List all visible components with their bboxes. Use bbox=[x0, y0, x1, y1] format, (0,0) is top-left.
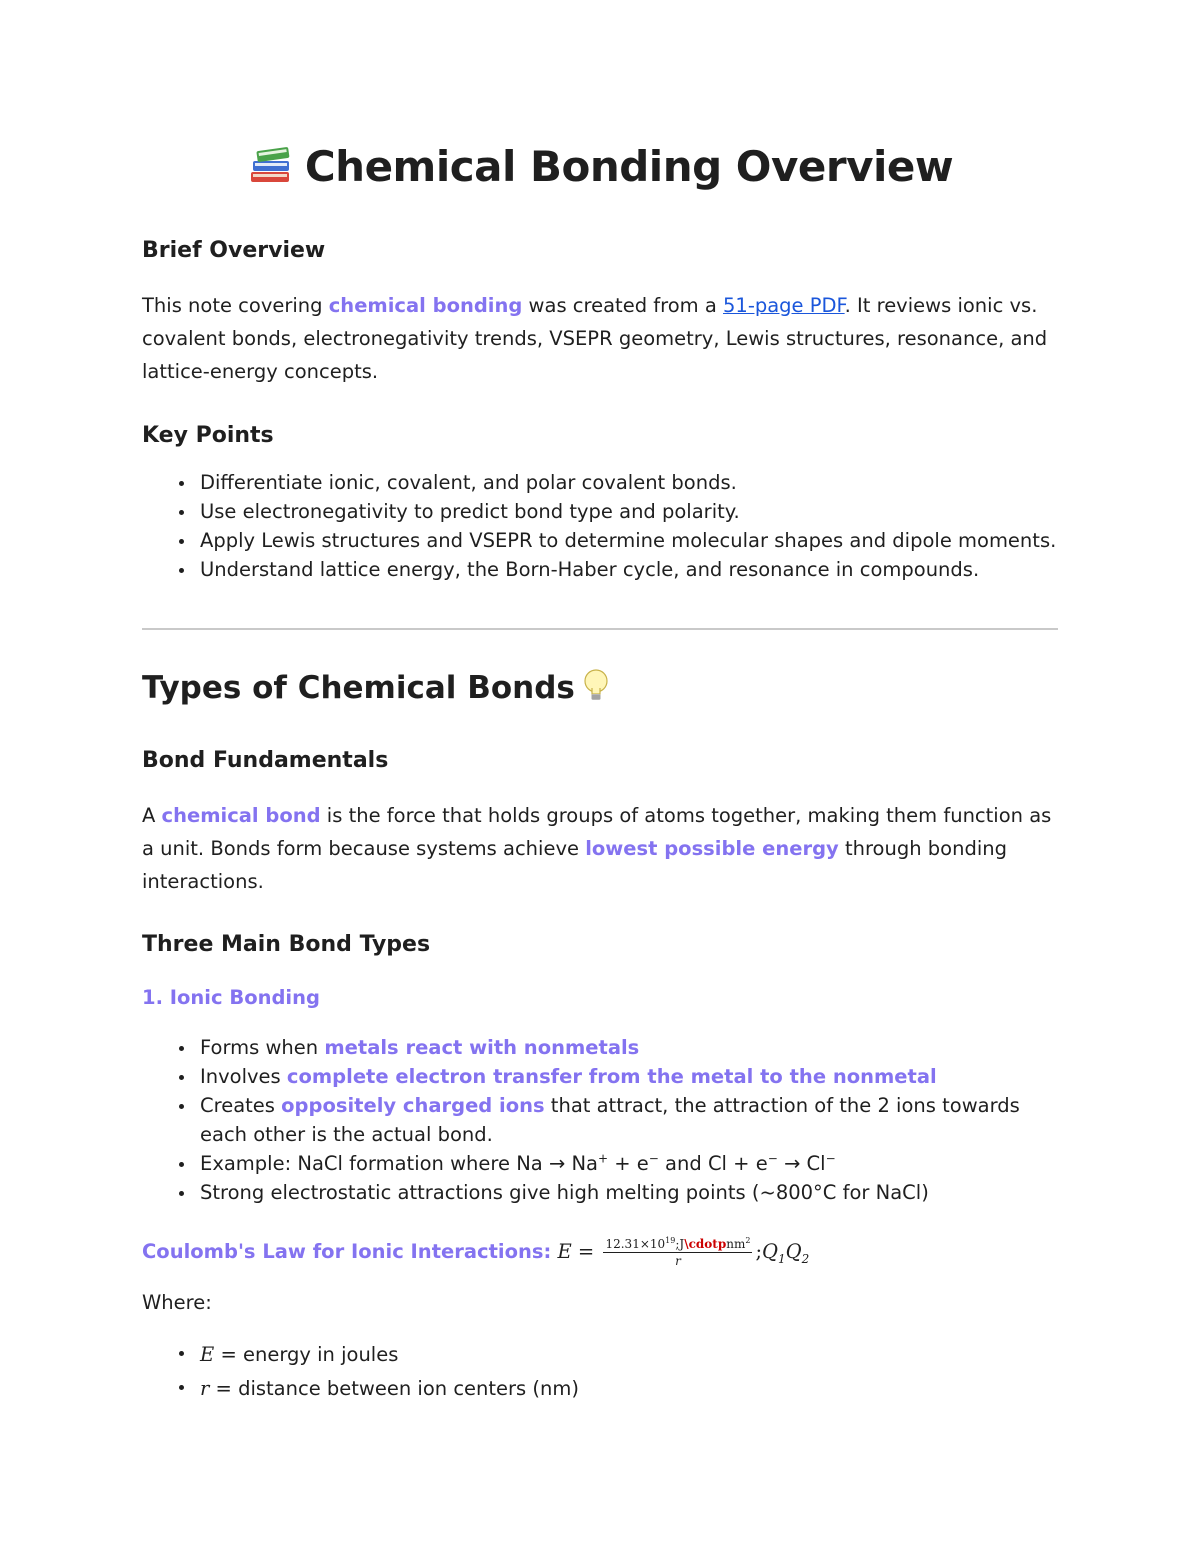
nacl-example-text: and Cl + e bbox=[658, 1152, 768, 1175]
bond-fundamentals-heading: Bond Fundamentals bbox=[142, 748, 389, 773]
bond-fundamentals-paragraph bbox=[142, 799, 1058, 898]
pdf-link[interactable]: 51-page PDF bbox=[723, 294, 845, 317]
brief-text-1: This note covering bbox=[142, 294, 329, 317]
exponent: 19 bbox=[665, 1236, 676, 1245]
list-item: Use electronegativity to predict bond type and polarity. bbox=[142, 497, 1058, 526]
equation-Q2: Q bbox=[785, 1240, 802, 1263]
three-bond-types-heading: Three Main Bond Types bbox=[142, 932, 431, 957]
key-points-list bbox=[142, 468, 1058, 584]
fund-text-3: through bonding interactions. bbox=[142, 837, 1007, 893]
brief-text-3: . It reviews ionic vs. covalent bonds, electronegativity trends, VSEPR geometry, Lewis structures, resonance, and lattice-energy concepts. bbox=[142, 294, 1048, 383]
types-heading bbox=[142, 668, 1058, 706]
list-item bbox=[142, 1062, 1058, 1091]
section-divider bbox=[142, 628, 1058, 630]
brief-text-2: was created from a bbox=[522, 294, 723, 317]
coulomb-law-label: Coulomb's Law for Ionic Interactions: bbox=[142, 1240, 552, 1263]
list-item: Strong electrostatic attractions give high melting points (~800°C for NaCl) bbox=[142, 1178, 1058, 1207]
coulomb-law-line bbox=[142, 1232, 1058, 1272]
lightbulb-icon bbox=[583, 668, 609, 704]
list-item bbox=[142, 1033, 1058, 1062]
highlight-chemical-bonding: chemical bonding bbox=[328, 294, 523, 317]
numerator-text: ;J bbox=[675, 1237, 685, 1251]
ionic-text: Forms when bbox=[200, 1036, 325, 1059]
symbol-r: r bbox=[200, 1377, 210, 1400]
brief-overview-paragraph bbox=[142, 289, 1058, 388]
highlight-chemical-bond: chemical bond bbox=[161, 804, 321, 827]
ionic-bonding-heading: 1. Ionic Bonding bbox=[142, 986, 320, 1009]
ionic-text: Involves bbox=[200, 1065, 287, 1088]
nacl-example-text: Example: NaCl formation where Na → Na bbox=[200, 1152, 598, 1175]
equation-E: E bbox=[557, 1240, 572, 1263]
page-title bbox=[142, 142, 1058, 191]
where-list bbox=[142, 1338, 1058, 1406]
fraction-numerator bbox=[603, 1236, 752, 1253]
list-item bbox=[142, 1091, 1058, 1149]
equation-equals: = bbox=[571, 1240, 601, 1263]
highlight-metals-nonmetals: metals react with nonmetals bbox=[324, 1036, 640, 1059]
list-item: Apply Lewis structures and VSEPR to determine molecular shapes and dipole moments. bbox=[142, 526, 1058, 555]
page-title-text: Chemical Bonding Overview bbox=[304, 142, 954, 191]
list-item bbox=[142, 1149, 1058, 1178]
symbol-E: E bbox=[200, 1343, 215, 1366]
equation-subscript: 2 bbox=[801, 1251, 810, 1266]
fund-text-1: A bbox=[142, 804, 162, 827]
list-item bbox=[142, 1372, 1058, 1406]
fund-text-2: is the force that holds groups of atoms together, making them function as a unit. Bonds form because systems achieve bbox=[142, 804, 1052, 860]
where-label: Where: bbox=[142, 1291, 212, 1314]
books-icon bbox=[247, 145, 293, 185]
equation-Q1: Q bbox=[762, 1240, 779, 1263]
brief-overview-heading: Brief Overview bbox=[142, 238, 326, 263]
nacl-example-text: → Cl bbox=[777, 1152, 826, 1175]
fraction-denominator: r bbox=[675, 1254, 681, 1268]
equation-semicolon: ; bbox=[755, 1240, 763, 1263]
charge-superscript: + bbox=[598, 1151, 609, 1166]
numerator-text: 12.31×10 bbox=[605, 1237, 666, 1251]
highlight-electron-transfer: complete electron transfer from the metal to the nonmetal bbox=[286, 1065, 937, 1088]
charge-superscript: − bbox=[648, 1151, 659, 1166]
coulomb-fraction bbox=[603, 1236, 752, 1269]
charge-superscript: − bbox=[767, 1151, 778, 1166]
list-item bbox=[142, 1338, 1058, 1372]
nacl-example-text: + e bbox=[608, 1152, 649, 1175]
key-points-heading: Key Points bbox=[142, 423, 274, 448]
list-item: Differentiate ionic, covalent, and polar covalent bonds. bbox=[142, 468, 1058, 497]
charge-superscript: − bbox=[825, 1151, 836, 1166]
highlight-lowest-energy: lowest possible energy bbox=[585, 837, 839, 860]
highlight-charged-ions: oppositely charged ions bbox=[281, 1094, 545, 1117]
types-heading-text: Types of Chemical Bonds bbox=[142, 670, 575, 706]
where-text: = distance between ion centers (nm) bbox=[209, 1377, 579, 1400]
ionic-text: that attract, the attraction of the 2 ions towards each other is the actual bond. bbox=[200, 1094, 1020, 1146]
where-text: = energy in joules bbox=[214, 1343, 399, 1366]
numerator-text: nm bbox=[726, 1237, 746, 1251]
ionic-text: Creates bbox=[200, 1094, 282, 1117]
latex-error-text: \cdotp bbox=[684, 1237, 727, 1251]
exponent: 2 bbox=[745, 1236, 751, 1245]
list-item: Understand lattice energy, the Born-Haber cycle, and resonance in compounds. bbox=[142, 555, 1058, 584]
equation-subscript: 1 bbox=[778, 1251, 786, 1266]
ionic-bonding-list bbox=[142, 1033, 1058, 1207]
